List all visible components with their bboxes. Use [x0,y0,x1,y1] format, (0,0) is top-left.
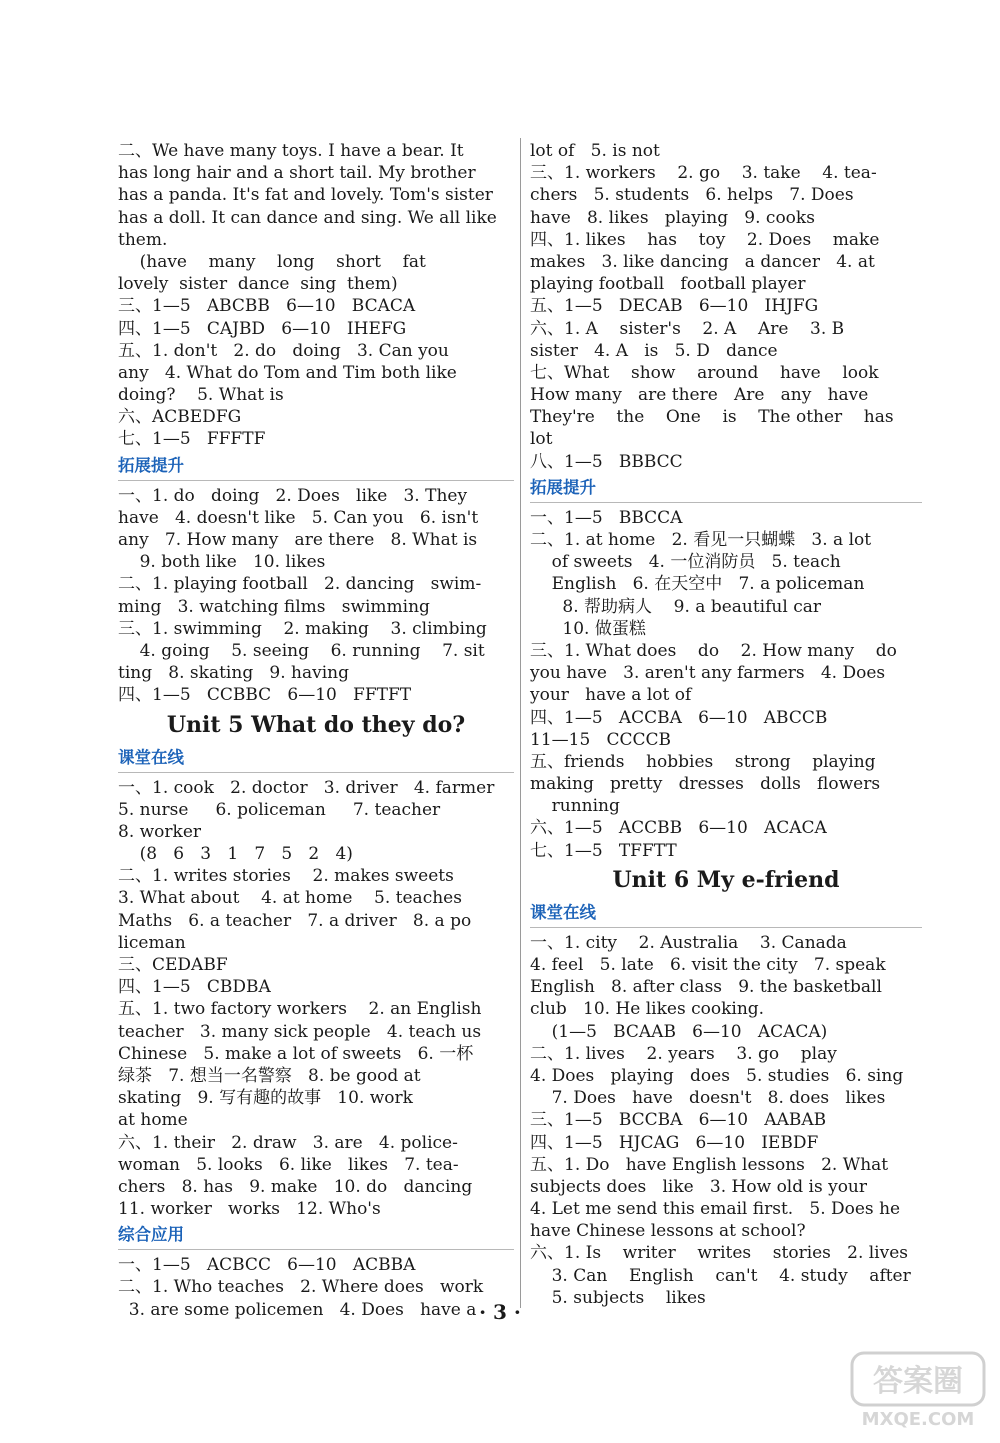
answer-line: 六、1. their 2. draw 3. are 4. police- [118,1132,458,1153]
answer-line: English 8. after class 9. the basketball [530,977,882,998]
watermark-badge-icon [850,1351,986,1431]
answer-line: 一、1. city 2. Australia 3. Canada [530,932,847,953]
answer-line: 七、1—5 TFFTT [530,840,677,861]
answer-line: 二、1. writes stories 2. makes sweets [118,866,454,887]
left-column [118,140,514,1321]
answer-line: 4. feel 5. late 6. visit the city 7. speak [530,955,886,975]
unit-title: Unit 5 What do they do? [166,711,466,738]
section-rule [118,772,514,773]
answer-line: has a doll. It can dance and sing. We all like [118,207,497,228]
answer-line: 二、1. lives 2. years 3. go play [530,1043,837,1064]
right-column [530,140,922,1309]
answer-line: have 4. doesn't like 5. Can you 6. isn't [118,507,479,528]
answer-line: 9. both like 10. likes [118,552,326,573]
answer-line: 三、1. What does do 2. How many do [530,640,897,661]
answer-line: 3. Can English can't 4. study after [530,1265,911,1286]
answer-line: 四、1—5 ACCBA 6—10 ABCCB [530,707,828,728]
answer-line: 10. 做蛋糕 [530,618,646,639]
answer-line: woman 5. looks 6. like likes 7. tea- [118,1154,459,1175]
answer-line: 5. nurse 6. policeman 7. teacher [118,799,441,820]
section-heading: 拓展提升 [118,455,184,475]
answer-line: lovely sister dance sing them) [118,274,398,295]
answer-line: 一、1—5 ACBCC 6—10 ACBBA [118,1255,416,1276]
answer-line: skating 9. 写有趣的故事 10. work [118,1088,413,1109]
answer-line: ming 3. watching films swimming [118,596,430,617]
answer-line: (1—5 BCAAB 6—10 ACACA) [530,1021,828,1042]
answer-line: 三、1—5 BCCBA 6—10 AABAB [530,1110,827,1131]
answer-line: Maths 6. a teacher 7. a driver 8. a po [118,910,472,931]
answer-line: 二、1. playing football 2. dancing swim- [118,574,482,595]
section-rule [118,1249,514,1250]
answer-line: subjects does like 3. How old is your [530,1176,868,1197]
watermark-bottom-text: MXQE.COM [861,1409,975,1430]
answer-line: 11—15 CCCCB [530,729,671,750]
answer-line: 4. Let me send this email first. 5. Does he [530,1199,901,1220]
answer-line: 六、1—5 ACCBB 6—10 ACACA [530,818,827,839]
answer-line: lot of 5. is not [530,141,660,161]
answer-line: 四、1. likes has toy 2. Does make [530,229,880,250]
answer-line: How many are there Are any have [530,385,869,406]
answer-line: 三、1. workers 2. go 3. take 4. tea- [530,163,877,184]
section-heading: 拓展提升 [530,477,596,497]
answer-line: at home [118,1110,188,1131]
answer-line: 四、1—5 HJCAG 6—10 IEBDF [530,1132,819,1153]
answer-line: playing football football player [530,274,806,295]
unit-title: Unit 6 My e-friend [612,866,840,893]
answer-line: 二、1. at home 2. 看见一只蝴蝶 3. a lot [530,530,872,550]
answer-line: 五、1—5 DECAB 6—10 IHJFG [530,296,819,317]
answer-line: 三、CEDABF [118,955,228,975]
answer-line: 8. worker [118,821,202,842]
section-heading: 课堂在线 [118,747,184,767]
section-heading: 课堂在线 [530,902,596,922]
page-number: · 3 · [479,1300,521,1324]
answer-line: 一、1. do doing 2. Does like 3. They [118,485,468,506]
answer-line: 7. Does have doesn't 8. does likes [530,1088,886,1109]
answer-line: 5. subjects likes [530,1287,706,1308]
answer-line: have Chinese lessons at school? [530,1221,806,1242]
answer-line: you have 3. aren't any farmers 4. Does [530,663,886,684]
answer-line: 一、1—5 BBCCA [530,507,683,528]
answer-line: any 4. What do Tom and Tim both like [118,362,457,383]
answer-line: 三、1—5 ABCBB 6—10 BCACA [118,296,416,317]
answer-line: 五、friends hobbies strong playing [530,751,876,772]
answer-line: has a panda. It's fat and lovely. Tom's sister [118,185,493,206]
answer-line: 3. What about 4. at home 5. teaches [118,888,462,909]
answer-line: (have many long short fat [118,251,426,272]
answer-line: They're the One is The other has [530,407,894,428]
answer-line: ting 8. skating 9. having [118,663,349,684]
answer-line: 3. are some policemen 4. Does have a [118,1299,477,1320]
answer-line: 七、What show around have look [530,362,879,383]
section-heading: 综合应用 [118,1225,184,1245]
answer-line: 四、1—5 CAJBD 6—10 IHEFG [118,318,407,339]
answer-line: 二、1. Who teaches 2. Where does work [118,1277,484,1298]
column-divider [520,138,521,1308]
answer-line: 七、1—5 FFFTF [118,429,266,450]
watermark-logo [850,1351,986,1431]
answer-line: lot [530,429,553,450]
watermark-top-text: 答案圈 [873,1364,963,1399]
answer-line: 11. worker works 12. Who's [118,1199,381,1220]
answer-line: your have a lot of [530,685,692,706]
answer-line: club 10. He likes cooking. [530,999,765,1020]
answer-line: 三、1. swimming 2. making 3. climbing [118,618,487,639]
answer-line: running [530,796,620,817]
answer-line: 五、1. two factory workers 2. an English [118,999,482,1020]
answer-line: chers 8. has 9. make 10. do dancing [118,1176,473,1197]
section-rule [118,480,514,481]
answer-line: Chinese 5. make a lot of sweets 6. 一杯 [118,1043,474,1064]
section-rule [530,502,922,503]
answer-line: 二、We have many toys. I have a bear. It [118,141,464,161]
answer-line: 八、1—5 BBBCC [530,451,683,472]
answer-line: have 8. likes playing 9. cooks [530,207,815,228]
answer-line: 五、1. don't 2. do doing 3. Can you [118,340,449,361]
answer-line: 五、1. Do have English lessons 2. What [530,1154,889,1175]
answer-line: 六、1. Is writer writes stories 2. lives [530,1243,909,1264]
answer-line: 4. going 5. seeing 6. running 7. sit [118,640,485,661]
answer-line: 四、1—5 CCBBC 6—10 FFTFT [118,685,412,706]
answer-line: liceman [118,932,186,953]
answer-line: makes 3. like dancing a dancer 4. at [530,251,875,272]
answer-line: chers 5. students 6. helps 7. Does [530,185,854,206]
answer-line: of sweets 4. 一位消防员 5. teach [530,552,841,573]
answer-line: 六、1. A sister's 2. A Are 3. B [530,318,845,339]
answer-line: any 7. How many are there 8. What is [118,530,478,550]
answer-line: 六、ACBEDFG [118,407,242,428]
section-rule [530,927,922,928]
answer-line: sister 4. A is 5. D dance [530,340,778,361]
answer-line: (8 6 3 1 7 5 2 4) [118,844,353,865]
answer-line: them. [118,229,168,250]
answer-line: 8. 帮助病人 9. a beautiful car [530,596,821,617]
answer-line: 绿茶 7. 想当一名警察 8. be good at [118,1065,421,1086]
answer-line: English 6. 在天空中 7. a policeman [530,574,865,595]
answer-line: doing? 5. What is [118,385,284,406]
answer-line: 4. Does playing does 5. studies 6. sing [530,1065,904,1086]
answer-line: 四、1—5 CBDBA [118,977,271,998]
answer-line: 一、1. cook 2. doctor 3. driver 4. farmer [118,777,495,798]
answer-line: making pretty dresses dolls flowers [530,774,881,795]
answer-line: teacher 3. many sick people 4. teach us [118,1021,482,1042]
answer-line: has long hair and a short tail. My brother [118,163,476,184]
